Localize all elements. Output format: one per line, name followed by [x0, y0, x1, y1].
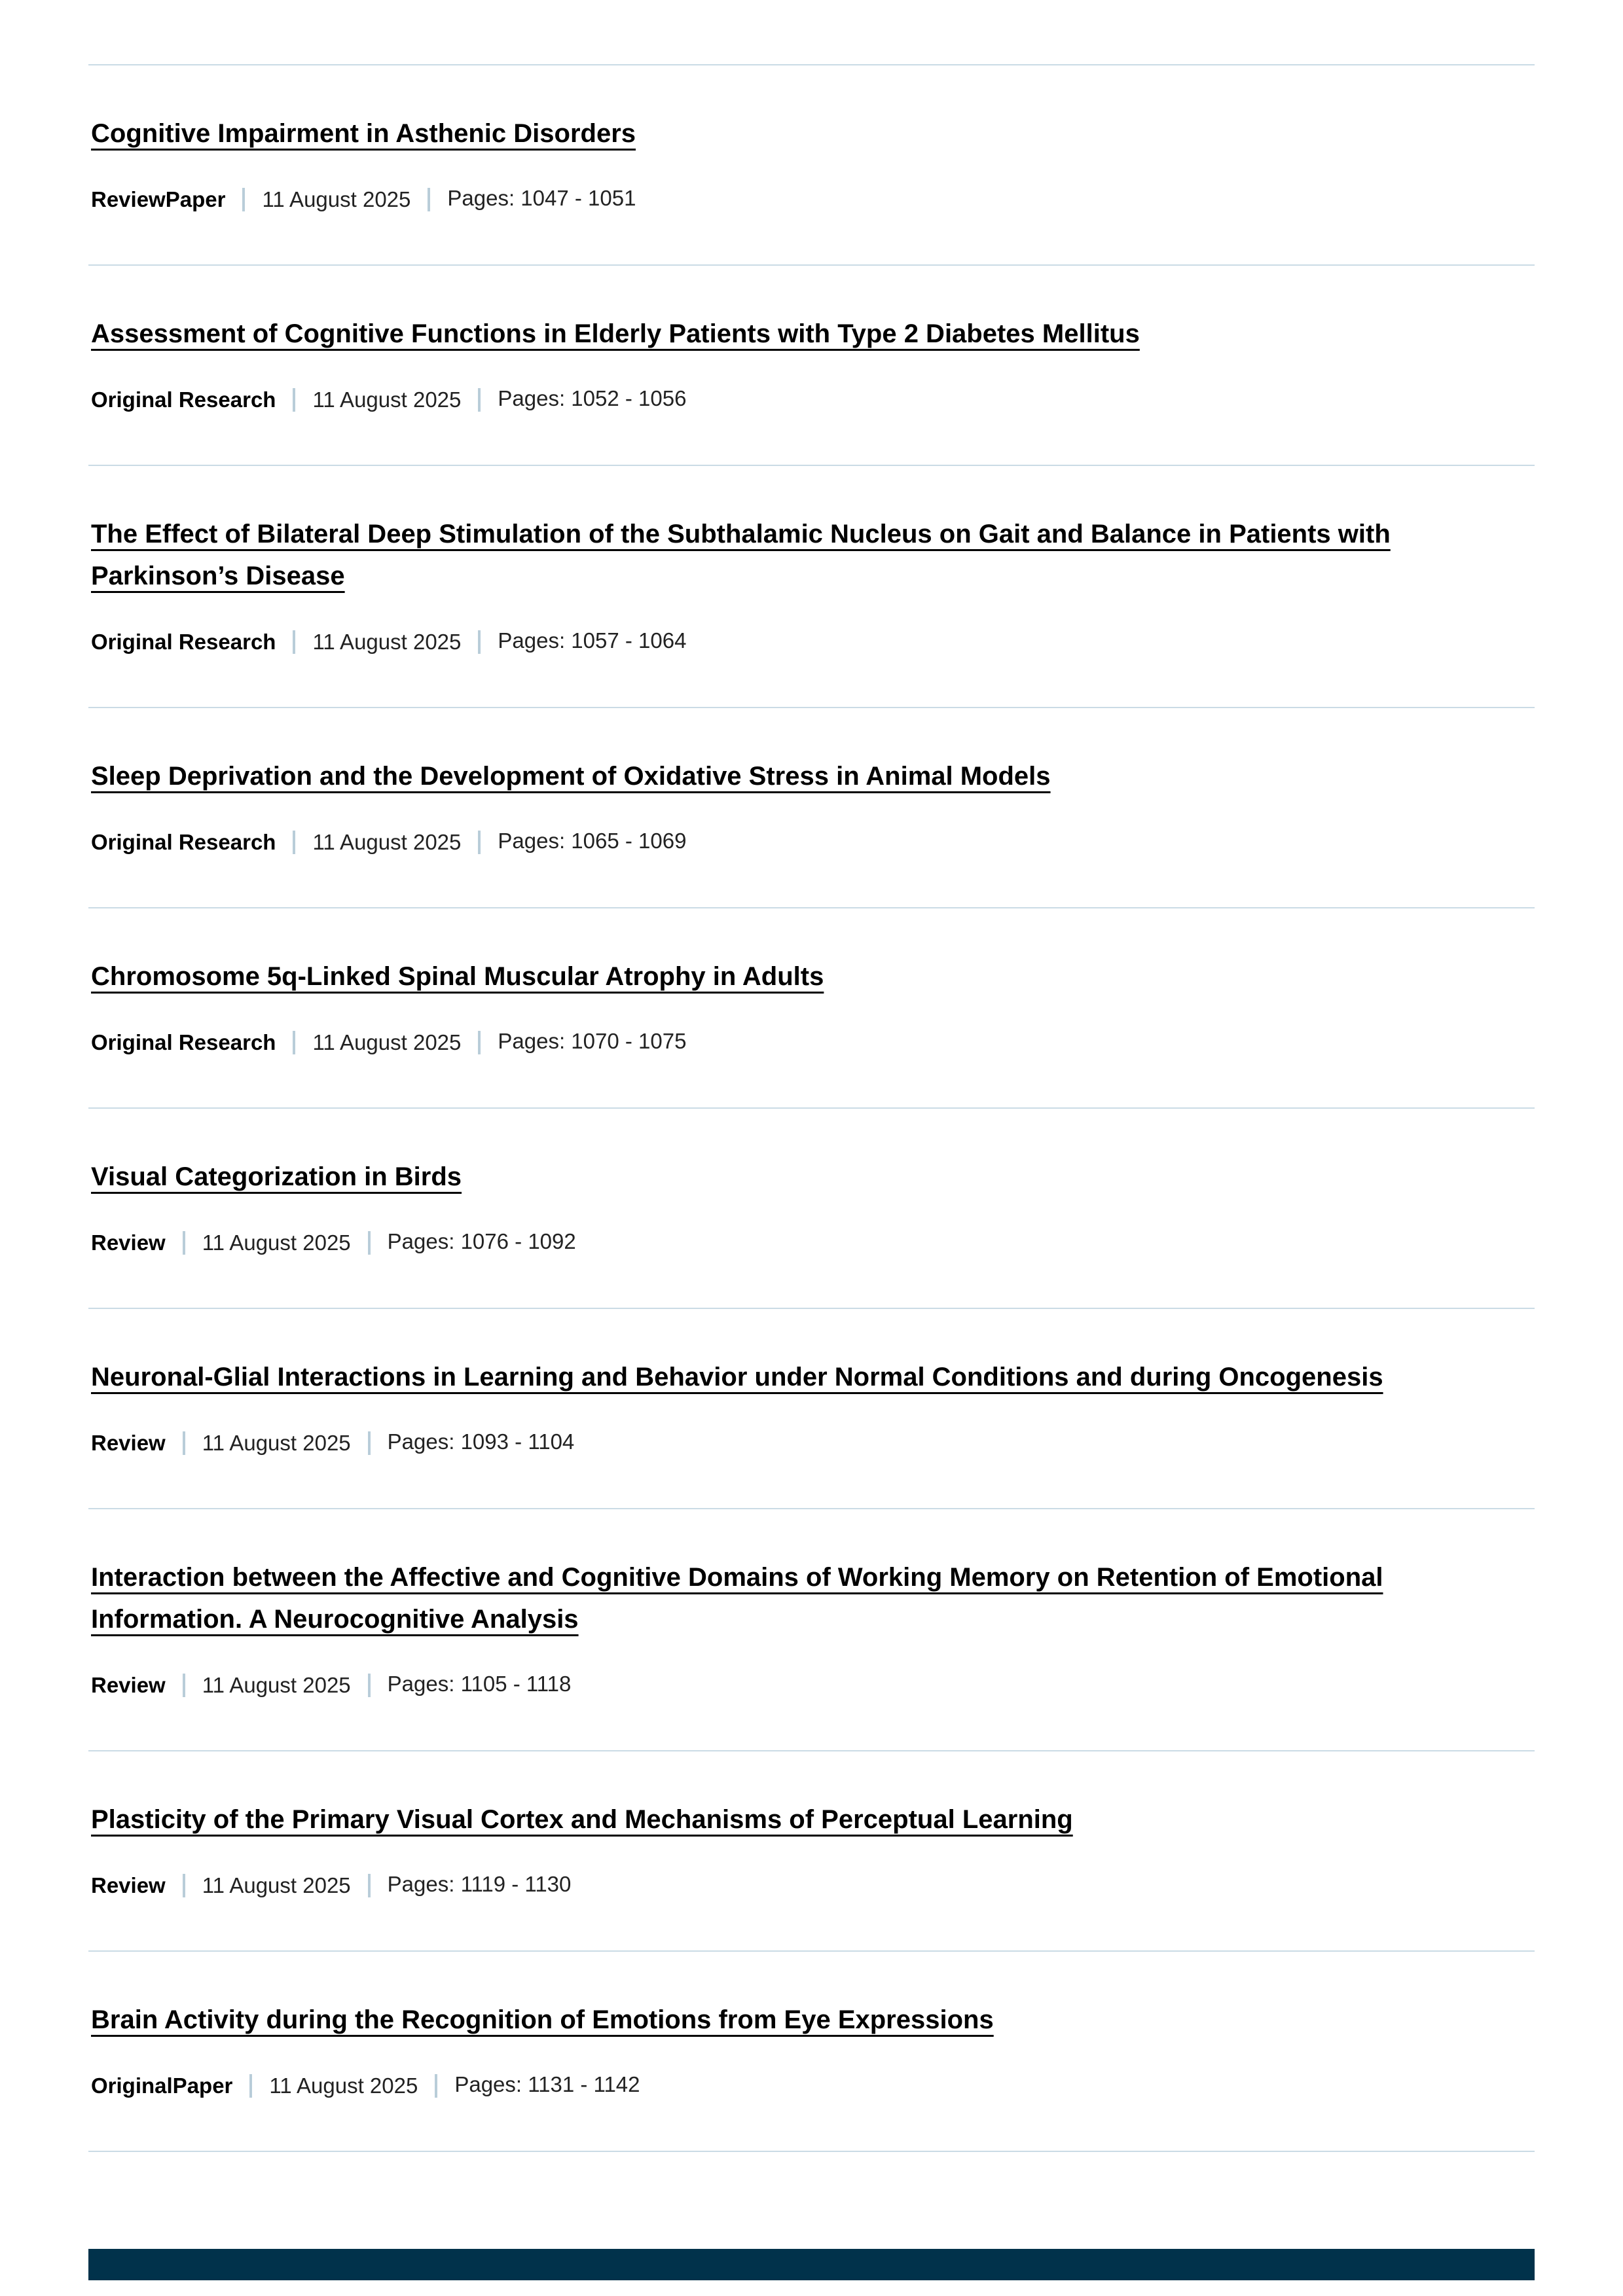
article-meta	[91, 1873, 1532, 1898]
article-meta	[91, 1673, 1532, 1698]
article-title	[91, 313, 1525, 355]
divider	[88, 2151, 1535, 2152]
article-meta	[91, 830, 1532, 855]
article-pages: Pages: 1057 - 1064	[498, 628, 687, 653]
meta-separator	[435, 2074, 437, 2098]
article-title	[91, 1556, 1525, 1640]
article-date: 11 August 2025	[312, 1030, 462, 1054]
article-meta	[91, 187, 1532, 212]
article-title	[91, 1799, 1525, 1840]
article-title	[91, 956, 1525, 997]
article-title-link[interactable]: The Effect of Bilateral Deep Stimulation of the Subthalamic Nucleus on Gait and Balance in Patients with Parkinson’s Disease	[91, 520, 1391, 590]
meta-separator	[293, 630, 295, 654]
article-pages: Pages: 1131 - 1142	[454, 2072, 640, 2096]
article-date: 11 August 2025	[202, 1431, 351, 1455]
article-date: 11 August 2025	[312, 830, 462, 854]
article-meta	[91, 2073, 1532, 2098]
meta-separator	[478, 388, 481, 412]
article-title-link[interactable]: Interaction between the Affective and Cognitive Domains of Working Memory on Retention of Emotional Information. A Neurocognitive Analysis	[91, 1563, 1383, 1634]
article-title-link[interactable]: Visual Categorization in Birds	[91, 1162, 462, 1191]
article-pages: Pages: 1076 - 1092	[387, 1229, 576, 1253]
article-type-label: Review	[91, 1230, 166, 1255]
article-date: 11 August 2025	[262, 187, 411, 211]
meta-separator	[183, 1674, 185, 1697]
article-list	[88, 0, 1535, 2152]
article-title-link[interactable]: Sleep Deprivation and the Development of Oxidative Stress in Animal Models	[91, 762, 1051, 791]
article-title	[91, 1156, 1525, 1198]
article-entry	[88, 1509, 1535, 1750]
article-meta	[91, 387, 1532, 412]
article-pages: Pages: 1105 - 1118	[387, 1672, 572, 1696]
article-title-link[interactable]: Neuronal-Glial Interactions in Learning and Behavior under Normal Conditions and during Oncogenesis	[91, 1363, 1383, 1391]
article-type-label: Original Research	[91, 387, 276, 412]
article-title	[91, 513, 1525, 597]
meta-separator	[478, 831, 481, 854]
article-pages: Pages: 1065 - 1069	[498, 829, 687, 853]
article-entry	[88, 708, 1535, 907]
meta-separator	[183, 1231, 185, 1255]
article-date: 11 August 2025	[202, 1873, 351, 1897]
article-title	[91, 755, 1525, 797]
article-entry	[88, 908, 1535, 1107]
meta-separator	[242, 188, 245, 211]
meta-separator	[368, 1431, 371, 1455]
meta-separator	[478, 630, 481, 654]
article-meta	[91, 1030, 1532, 1055]
meta-separator	[428, 188, 430, 211]
article-date: 11 August 2025	[202, 1673, 351, 1697]
article-type-label: Original Research	[91, 630, 276, 654]
article-type-label: OriginalPaper	[91, 2073, 233, 2098]
meta-separator	[368, 1874, 371, 1897]
article-pages: Pages: 1047 - 1051	[447, 186, 636, 210]
article-pages: Pages: 1093 - 1104	[387, 1429, 575, 1454]
article-type-label: Review	[91, 1873, 166, 1897]
article-entry	[88, 466, 1535, 707]
article-type-label: Review	[91, 1673, 166, 1697]
article-date: 11 August 2025	[202, 1230, 351, 1255]
article-type-label: Original Research	[91, 830, 276, 854]
article-type-label: ReviewPaper	[91, 187, 226, 211]
article-title-link[interactable]: Plasticity of the Primary Visual Cortex and Mechanisms of Perceptual Learning	[91, 1805, 1073, 1834]
article-date: 11 August 2025	[312, 630, 462, 654]
article-entry	[88, 65, 1535, 264]
article-title-link[interactable]: Cognitive Impairment in Asthenic Disorders	[91, 119, 636, 148]
article-date: 11 August 2025	[312, 387, 462, 412]
article-type-label: Original Research	[91, 1030, 276, 1054]
meta-separator	[249, 2074, 252, 2098]
article-title-link[interactable]: Chromosome 5q-Linked Spinal Muscular Atrophy in Adults	[91, 962, 824, 991]
article-entry	[88, 266, 1535, 465]
article-pages: Pages: 1070 - 1075	[498, 1029, 687, 1053]
article-entry	[88, 1952, 1535, 2151]
article-entry	[88, 1309, 1535, 1508]
article-type-label: Review	[91, 1431, 166, 1455]
article-meta	[91, 1230, 1532, 1255]
article-meta	[91, 630, 1532, 655]
meta-separator	[478, 1031, 481, 1054]
meta-separator	[293, 831, 295, 854]
article-title-link[interactable]: Brain Activity during the Recognition of Emotions from Eye Expressions	[91, 2005, 994, 2034]
article-pages: Pages: 1052 - 1056	[498, 386, 687, 410]
meta-separator	[368, 1674, 371, 1697]
article-title	[91, 113, 1525, 154]
meta-separator	[183, 1874, 185, 1897]
footer-bar	[88, 2249, 1535, 2280]
article-title	[91, 1999, 1525, 2041]
article-pages: Pages: 1119 - 1130	[387, 1872, 572, 1896]
article-title-link[interactable]: Assessment of Cognitive Functions in Elderly Patients with Type 2 Diabetes Mellitus	[91, 319, 1140, 348]
meta-separator	[293, 1031, 295, 1054]
article-meta	[91, 1431, 1532, 1456]
article-date: 11 August 2025	[269, 2073, 418, 2098]
article-entry	[88, 1109, 1535, 1308]
article-entry	[88, 1751, 1535, 1950]
meta-separator	[368, 1231, 371, 1255]
meta-separator	[183, 1431, 185, 1455]
meta-separator	[293, 388, 295, 412]
article-title	[91, 1356, 1525, 1398]
